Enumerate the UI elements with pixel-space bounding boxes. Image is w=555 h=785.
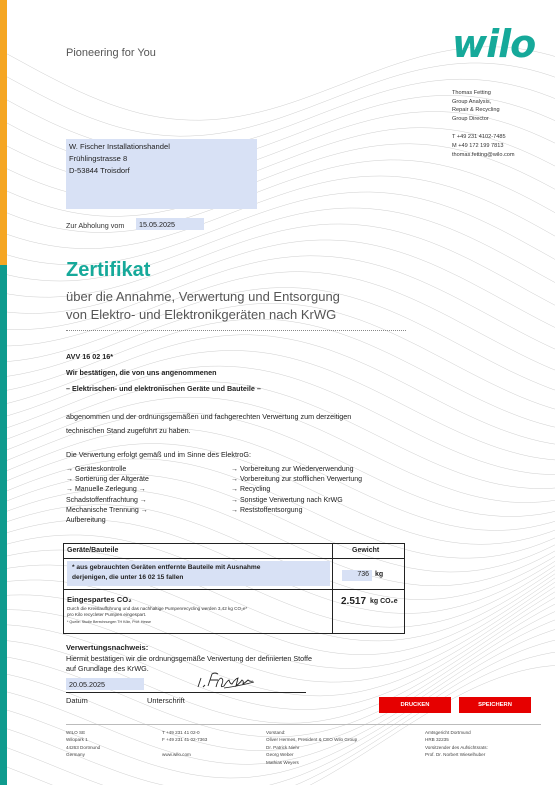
date-label: Datum — [66, 696, 88, 705]
list-item: → Sortierung der Altgeräte — [66, 476, 149, 484]
table-header-devices: Geräte/Bauteile — [67, 547, 119, 554]
print-button[interactable]: DRUCKEN — [379, 697, 451, 713]
process-list-right — [231, 465, 362, 516]
process-list-left — [66, 465, 149, 526]
co2-source: * Quelle: Studie Berechnungen TH Köln, Prof. Hesse — [67, 620, 152, 624]
co2-value: 2.517 — [341, 596, 367, 607]
list-item: → Recycling — [231, 486, 271, 494]
certificate-title: Zertifikat — [66, 259, 151, 281]
footer-registry: Amtsgericht Dortmund HRB 32235 Vorsitzender des Aufsichtsrats: Prof. Dr. Norbert Wieselhuber — [425, 730, 488, 758]
address-line-3: D-53844 Troisdorf — [69, 166, 130, 175]
address-line-2: Frühlingstrasse 8 — [69, 154, 128, 163]
date-field[interactable]: 20.05.2025 — [66, 678, 144, 690]
footer-company: WILO SE Wilopark 1 44263 Dortmund Germany — [66, 730, 101, 758]
list-item: → Vorbereitung zur stofflichen Verwertung — [231, 476, 363, 484]
list-item: Schadstoffentfrachtung → — [66, 496, 147, 504]
list-item: Aufbereitung — [66, 517, 106, 525]
contact-role: Group Analysis, — [452, 98, 492, 105]
body-text: abgenommen und der ordnungsgemäßen und fachgerechten Verwertung zum derzeitigen — [66, 412, 352, 421]
tagline: Pioneering for You — [66, 47, 156, 59]
contact-phone: T +49 231 4102-7485 — [452, 134, 506, 141]
divider — [66, 330, 406, 331]
list-item: → Reststoffentsorgung — [231, 506, 303, 514]
co2-note: Durch die Kreislaufführung und das nachhaltige Pumpenrecycling werden 3,42 kg CO₂e* pro Kilo recycleter Pumpen eingespart. — [67, 606, 248, 618]
weight-table — [63, 543, 405, 634]
process-intro: Die Verwertung erfolgt gemäß und im Sinne des ElektroG: — [66, 450, 251, 459]
avv-code: AVV 16 02 16* — [66, 352, 114, 361]
proof-text: Hiermit bestätigen wir die ordnungsgemäße Verwertung der definierten Stoffe auf Grundlage des KrWG. — [66, 654, 312, 673]
weight-input[interactable]: 736 — [342, 570, 372, 581]
proof-title: Verwertungsnachweis: — [66, 643, 149, 652]
co2-label: Eingespartes CO₂ — [67, 595, 132, 604]
confirm-text: Wir bestätigen, die von uns angenommenen — [66, 368, 217, 377]
device-description: * aus gebrauchten Geräten entfernte Bauteile mit Ausnahme derjenigen, die unter 16 02 15 fallen — [72, 564, 261, 581]
contact-block — [452, 89, 515, 159]
wilo-logo: wilo — [452, 22, 536, 66]
co2-unit: kg CO₂e — [370, 598, 398, 605]
footer-board: Vorstand: Oliver Hermes, President & CEO Wilo Group Dr. Patrick Niehr Georg Weber Mathias Weyers — [266, 730, 358, 765]
contact-role: Repair & Recycling — [452, 107, 500, 114]
signature-label: Unterschrift — [147, 696, 185, 705]
list-item: → Sonstige Verwertung nach KrWG — [231, 496, 343, 504]
devices-text: – Elektrischen- und elektronischen Geräte und Bauteile – — [66, 384, 261, 393]
save-button[interactable]: SPEICHERN — [459, 697, 531, 713]
weight-unit: kg — [375, 571, 384, 578]
table-header-weight: Gewicht — [352, 547, 380, 554]
list-item: Mechanische Trennung → — [66, 506, 148, 514]
contact-role: Group Director — [452, 115, 489, 122]
certificate-subtitle: über die Annahme, Verwertung und Entsorgung — [66, 289, 340, 304]
accent-bar-orange — [0, 0, 7, 265]
contact-name: Thomas Fetting — [452, 90, 491, 96]
footer-divider — [66, 724, 541, 725]
accent-bar-teal — [0, 265, 7, 785]
signature-image — [194, 670, 264, 692]
contact-mobile: M +49 172 199 7813 — [452, 142, 504, 149]
body-text: technischen Stand zugeführt zu haben. — [66, 426, 191, 435]
list-item: → Manuelle Zerlegung → — [66, 486, 146, 494]
signature-line — [66, 692, 306, 693]
certificate-subtitle: von Elektro- und Elektronikgeräten nach KrWG — [66, 307, 337, 322]
pickup-label: Zur Abholung vom — [66, 221, 125, 230]
pickup-date-field[interactable]: 15.05.2025 — [136, 218, 204, 230]
list-item: → Vorbereitung zur Wiederverwendung — [231, 466, 354, 473]
address-line-1: W. Fischer Installationshandel — [69, 142, 170, 151]
list-item: → Geräteskontrolle — [66, 466, 127, 473]
footer-phone: T +49 231 41 02-0 F +49 231 41 02-7363 www.wilo.com — [162, 730, 208, 758]
contact-email: thomas.fetting@wilo.com — [452, 151, 515, 158]
